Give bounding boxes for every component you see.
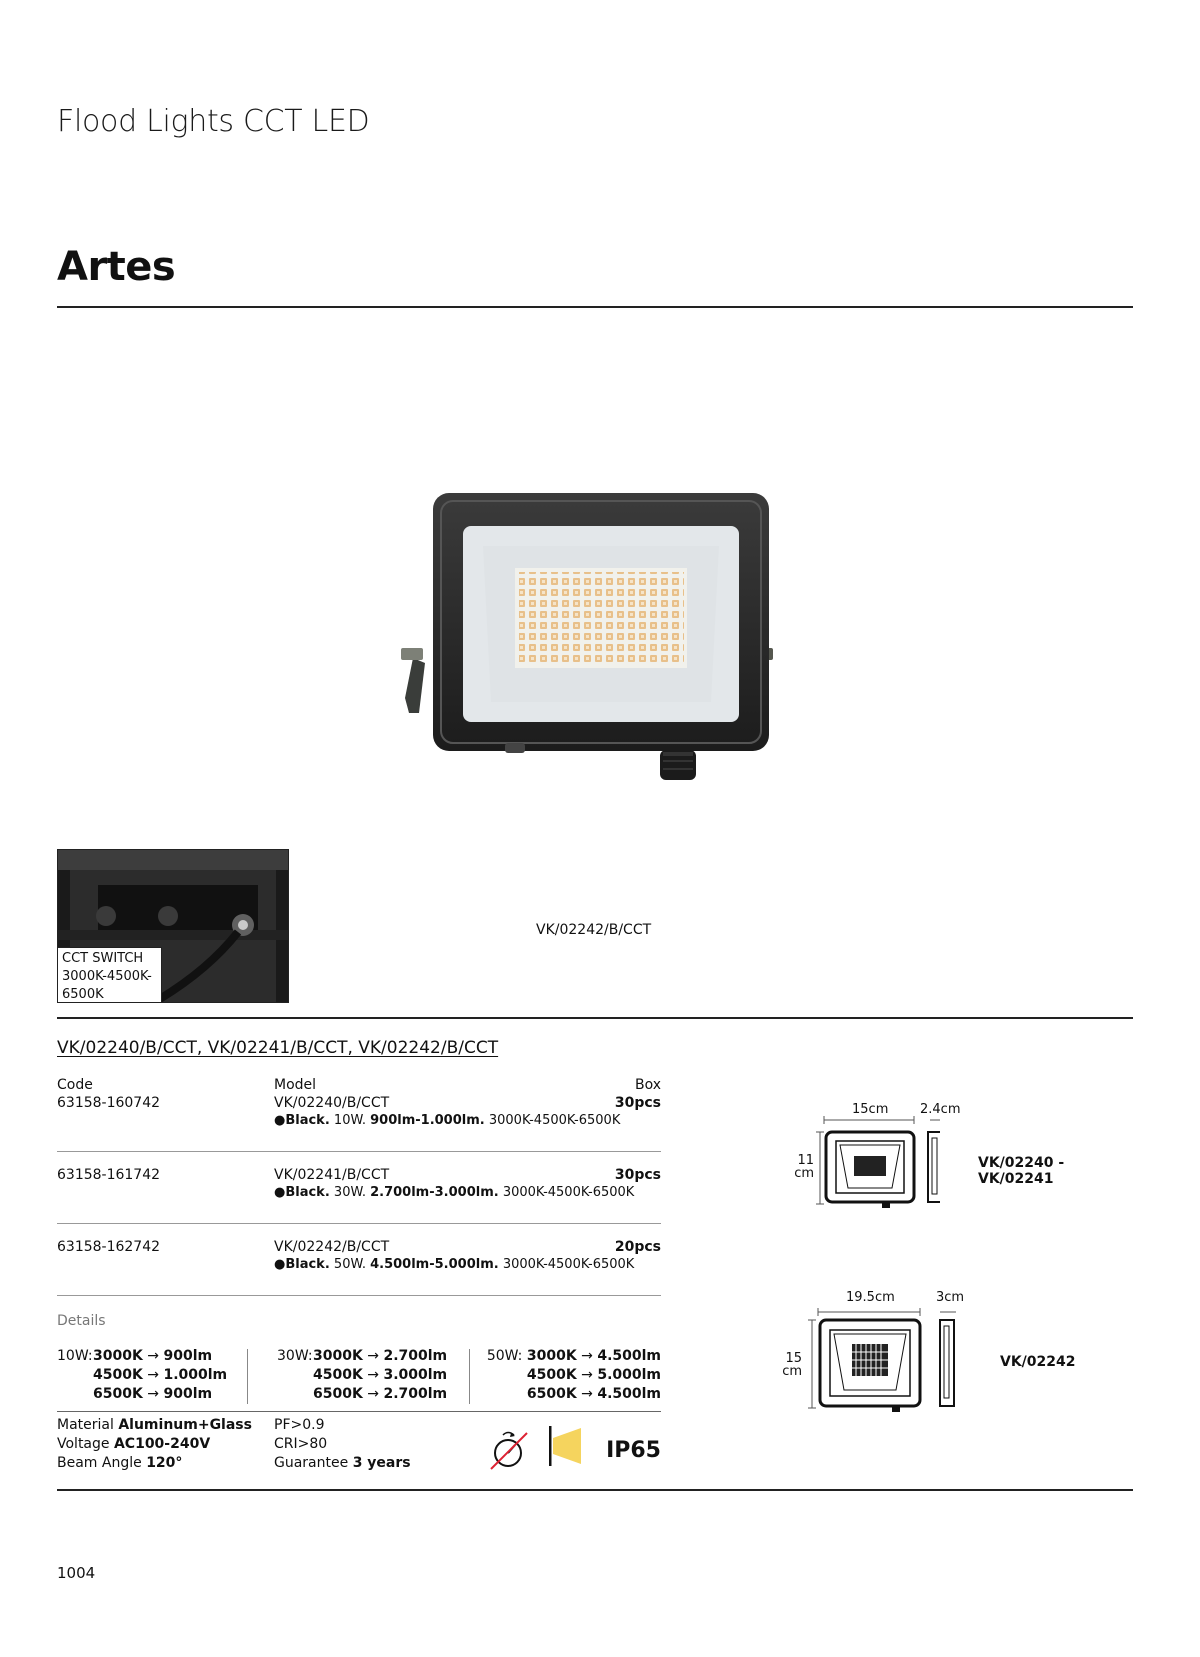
row-code: 63158-162742: [57, 1239, 161, 1255]
dim-width: 19.5cm: [846, 1290, 895, 1305]
beam-angle-icon: [547, 1424, 583, 1472]
bullet-icon: ●: [274, 1257, 286, 1272]
row-box: 30pcs: [614, 1167, 661, 1183]
details-label: Details: [57, 1313, 106, 1329]
row-box: 20pcs: [614, 1239, 661, 1255]
lumen-col-30w: 30W:3000K → 2.700lm 4500K → 3.000lm 6500K → 2.700lm: [277, 1348, 448, 1402]
dim-sketch-2: [780, 1290, 980, 1420]
specs-left: Material Aluminum+Glass Voltage AC100-240V Beam Angle 120°: [57, 1417, 252, 1471]
row-desc: ●Black. 10W. 900lm-1.000lm. 3000K-4500K-6500K: [274, 1113, 621, 1128]
not-dimmable-icon: [489, 1427, 529, 1475]
details-divider: [57, 1411, 661, 1412]
col-header-model: Model: [274, 1077, 317, 1093]
ip-rating: IP65: [606, 1438, 661, 1463]
product-table: [57, 1077, 661, 1497]
switch-label-line3: 6500K: [62, 987, 104, 1002]
row-divider: [57, 1295, 661, 1296]
category-title: Flood Lights CCT LED: [57, 104, 370, 139]
col-header-code: Code: [57, 1077, 93, 1093]
dim-depth: 3cm: [936, 1290, 965, 1305]
switch-label-line1: CCT SWITCH: [62, 951, 144, 966]
specs-mid: PF>0.9 CRI>80 Guarantee 3 years: [274, 1416, 444, 1473]
row-desc: ●Black. 30W. 2.700lm-3.000lm. 3000K-4500K-6500K: [274, 1185, 635, 1200]
column-divider: [469, 1349, 470, 1404]
row-code: 63158-160742: [57, 1095, 161, 1111]
switch-label-line2: 3000K-4500K-: [62, 969, 152, 984]
row-divider: [57, 1223, 661, 1224]
bottom-rule: [57, 1489, 1133, 1491]
dim-models: VK/02242: [1000, 1354, 1076, 1370]
arrow-icon: →: [581, 1367, 593, 1383]
dim-height: 11 cm: [794, 1153, 814, 1181]
arrow-icon: →: [581, 1348, 593, 1364]
row-model: VK/02240/B/CCT: [274, 1095, 390, 1111]
row-box: 30pcs: [614, 1095, 661, 1111]
row-model: VK/02241/B/CCT: [274, 1167, 390, 1183]
switch-label-box: [58, 947, 162, 1002]
dim-models: VK/02240 - VK/02241: [978, 1155, 1065, 1187]
arrow-icon: →: [367, 1386, 380, 1402]
switch-inset-photo: [57, 849, 289, 1003]
arrow-icon: →: [147, 1367, 160, 1383]
cri-value: CRI>80: [274, 1436, 328, 1452]
bullet-icon: ●: [274, 1185, 286, 1200]
models-heading: VK/02240/B/CCT, VK/02241/B/CCT, VK/02242/B/CCT: [57, 1038, 499, 1058]
dim-width: 15cm: [852, 1102, 889, 1117]
header-rule: [57, 306, 1133, 308]
lumen-col-50w: 50W: 3000K → 4.500lm 4500K → 5.000lm 6500K → 4.500lm: [486, 1348, 661, 1402]
column-divider: [247, 1349, 248, 1404]
product-image-label: VK/02242/B/CCT: [536, 922, 652, 938]
bullet-icon: ●: [274, 1113, 286, 1128]
arrow-icon: →: [367, 1348, 380, 1364]
dim-depth: 2.4cm: [920, 1102, 961, 1117]
pf-value: PF>0.9: [274, 1417, 325, 1433]
row-model: VK/02242/B/CCT: [274, 1239, 390, 1255]
dimension-drawing-2: [780, 1290, 1140, 1420]
arrow-icon: →: [147, 1348, 160, 1364]
dim-height: 15 cm: [782, 1351, 802, 1379]
col-header-box: Box: [634, 1077, 661, 1093]
arrow-icon: →: [581, 1386, 593, 1402]
arrow-icon: →: [147, 1386, 160, 1402]
row-code: 63158-161742: [57, 1167, 161, 1183]
arrow-icon: →: [367, 1367, 380, 1383]
dim-sketch-1: [780, 1102, 940, 1212]
row-desc: ●Black. 50W. 4.500lm-5.000lm. 3000K-4500K-6500K: [274, 1257, 635, 1272]
page-number: 1004: [57, 1564, 96, 1582]
dimension-drawing-1: [780, 1102, 1140, 1212]
section-rule: [57, 1017, 1133, 1019]
lumen-col-10w: 10W:3000K → 900lm 4500K → 1.000lm 6500K → 900lm: [57, 1348, 228, 1402]
series-title: Artes: [57, 244, 176, 290]
product-photo: [395, 488, 785, 802]
row-divider: [57, 1151, 661, 1152]
